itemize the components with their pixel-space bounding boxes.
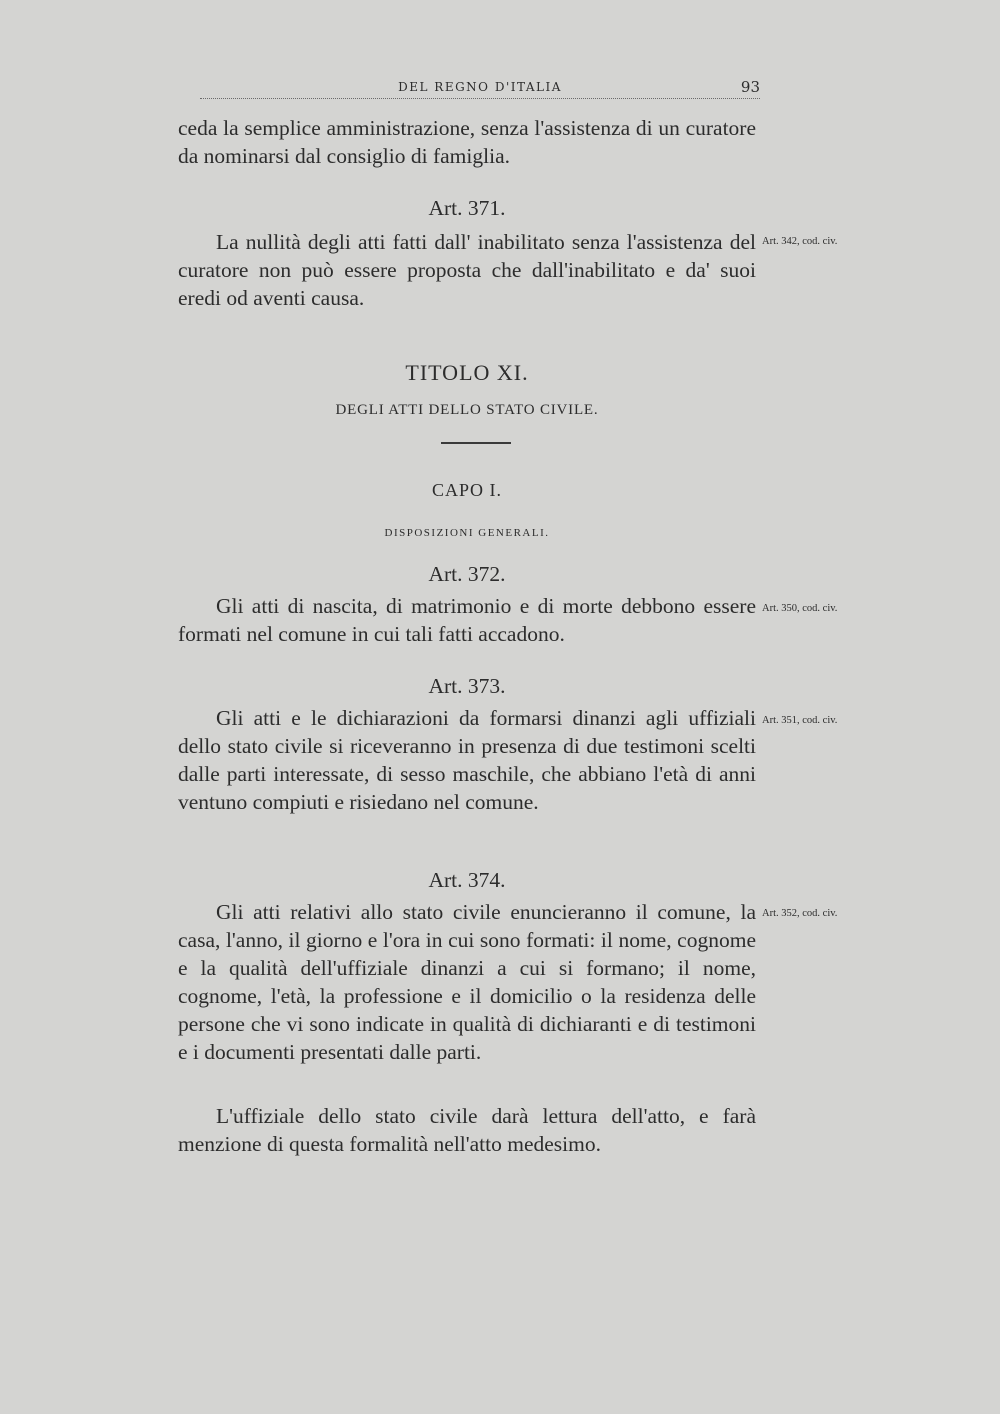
- page-number: 93: [740, 78, 760, 96]
- article-372-margin-note: Art. 350, cod. civ.: [762, 603, 838, 614]
- article-372-heading: Art. 372.: [428, 562, 506, 586]
- continuation-paragraph: ceda la semplice amministrazione, senza l'assistenza di un curatore da nominarsi dal consiglio di famiglia.: [178, 116, 756, 168]
- capo-subtitle: DISPOSIZIONI GENERALI.: [384, 527, 550, 539]
- article-372-text: Gli atti di nascita, di matrimonio e di morte debbono essere formati nel comune in cui tali fatti accadono.: [178, 594, 756, 646]
- article-371-margin-note: Art. 342, cod. civ.: [762, 236, 838, 247]
- running-title: DEL REGNO D'ITALIA: [398, 80, 562, 94]
- article-374-text: Gli atti relativi allo stato civile enuncieranno il comune, la casa, l'anno, il giorno e l'ora in cui sono formati: il nome, cognome e la qualità dell'uffiziale dinanzi a cui si formano; il nome, cognome, l'età, la professione e il domicilio o la residenza delle persone che vi sono indicate in qualità di dichiaranti e di testimoni e i documenti presentati dalle parti.: [178, 900, 756, 1064]
- article-374-heading: Art. 374.: [428, 868, 506, 892]
- titolo-subtitle: DEGLI ATTI DELLO STATO CIVILE.: [335, 402, 599, 418]
- article-373-heading: Art. 373.: [428, 674, 506, 698]
- article-373-text: Gli atti e le dichiarazioni da formarsi dinanzi agli uffiziali dello stato civile si riceveranno in presenza di due testimoni scelti dalle parti interessate, di sesso maschile, che abbiano l'età di anni ventuno compiuti e risiedano nel comune.: [178, 706, 756, 814]
- running-header: [200, 76, 760, 99]
- article-371-heading: Art. 371.: [428, 196, 506, 220]
- titolo-heading: TITOLO XI.: [405, 360, 529, 385]
- article-373-margin-note: Art. 351, cod. civ.: [762, 715, 838, 726]
- article-374-margin-note: Art. 352, cod. civ.: [762, 908, 838, 919]
- article-371-text: La nullità degli atti fatti dall' inabilitato senza l'assistenza del curatore non può essere proposta che dall'inabilitato e da' suoi eredi od aventi causa.: [178, 230, 756, 310]
- section-rule: [441, 442, 511, 444]
- article-374-text-2: L'uffiziale dello stato civile darà lettura dell'atto, e farà menzione di questa formalità nell'atto medesimo.: [178, 1104, 756, 1156]
- capo-heading: CAPO I.: [431, 480, 502, 500]
